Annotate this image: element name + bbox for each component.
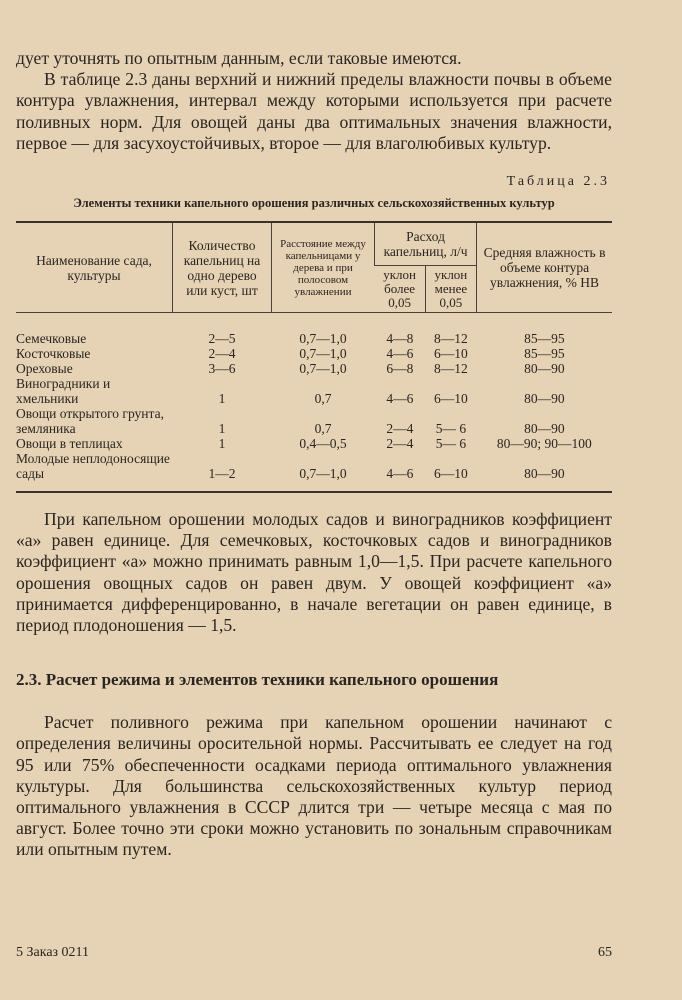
- table-label: Таблица 2.3: [506, 174, 610, 190]
- cell-distance: 0,7—1,0: [299, 346, 347, 362]
- cell-count: 1—2: [208, 466, 236, 482]
- header-distance: Расстояние между капельницами у дерева и при полосовом увлажнении: [272, 222, 375, 313]
- footer-order-number: 5 Заказ 0211: [16, 945, 90, 960]
- header-flow-slope-less: уклон менее 0,05: [425, 266, 476, 313]
- table-row: [16, 451, 612, 492]
- cell-flow2: 8—12: [434, 331, 468, 347]
- header-flow-slope-more: уклон более 0,05: [375, 266, 426, 313]
- cell-name: Молодые неплодоносящие сады: [16, 451, 170, 482]
- section-paragraph: Расчет поливного режима при капельном орошении начинают с определения величины оросительной нормы. Рассчитывать ее следует на год 95 или 75% обеспеченности осадками периода оптимального увлажнения культуры. Для большинства сельскохозяйственных культур период оптимального увлажнения в СССР длится три — четыре месяца с мая по август. Более точно эти сроки можно установить по зональным справочникам или опытным путем.: [16, 712, 612, 860]
- header-name: Наименование сада, культуры: [16, 222, 173, 313]
- irrigation-table: [16, 221, 612, 493]
- cell-name: Овощи открытого грунта, земляника: [16, 406, 164, 437]
- cell-name: Косточковые: [16, 346, 91, 362]
- cell-name: Семечковые: [16, 331, 87, 347]
- cell-humidity: 80—90: [524, 391, 565, 407]
- cell-flow1: 4—6: [386, 346, 414, 362]
- cell-humidity: 80—90; 90—100: [496, 436, 592, 452]
- cell-humidity: 80—90: [524, 421, 565, 437]
- cell-name: Ореховые: [16, 361, 73, 377]
- table-row: [16, 346, 612, 361]
- cell-flow2: 5— 6: [435, 421, 467, 437]
- cell-count: 1: [218, 421, 226, 437]
- after-table-paragraph: При капельном орошении молодых садов и виноградников коэффициент «а» равен единице. Для семечковых, косточковых садов и виноградников коэффициент «а» можно принимать равным 1,0—1,5. При расчете капельного орошения овощных садов он равен двум. У овощей коэффициент «а» принимается дифференцированно, в начале вегетации он равен единице, в период плодоношения — 1,5.: [16, 509, 612, 636]
- page-footer: [16, 945, 612, 961]
- cell-name: Овощи в теплицах: [16, 436, 123, 452]
- intro-paragraph-2: В таблице 2.3 даны верхний и нижний пределы влажности почвы в объеме контура увлажнения, интервал между которыми используется при расчете поливных норм. Для овощей даны два оптимальных значения влажности, первое — для засухоустойчивых, второе — для влаголюбивых культур.: [16, 69, 612, 153]
- page-number: 65: [598, 945, 612, 960]
- cell-humidity: 85—95: [524, 331, 565, 347]
- cell-flow1: 2—4: [386, 421, 414, 437]
- header-flow: Расход капельниц, л/ч: [375, 222, 477, 266]
- header-count: Количество капельниц на одно дерево или куст, шт: [173, 222, 272, 313]
- table-row: [16, 376, 612, 406]
- table-row: [16, 361, 612, 376]
- table-row: [16, 406, 612, 436]
- section-heading: 2.3. Расчет режима и элементов техники капельного орошения: [16, 670, 499, 690]
- cell-flow1: 2—4: [386, 436, 414, 452]
- cell-flow1: 4—8: [386, 331, 414, 347]
- cell-distance: 0,7: [314, 421, 332, 437]
- cell-flow2: 6—10: [434, 391, 468, 407]
- cell-humidity: 85—95: [524, 346, 565, 362]
- cell-distance: 0,7: [314, 391, 332, 407]
- table-row: [16, 313, 612, 347]
- cell-count: 2—5: [208, 331, 236, 347]
- cell-flow2: 8—12: [434, 361, 468, 377]
- cell-count: 3—6: [208, 361, 236, 377]
- cell-flow1: 4—6: [386, 466, 414, 482]
- table-title: Элементы техники капельного орошения различных сельскохозяйственных культур: [73, 196, 555, 211]
- table-row: [16, 436, 612, 451]
- cell-humidity: 80—90: [524, 466, 565, 482]
- cell-flow2: 6—10: [434, 466, 468, 482]
- cell-flow1: 4—6: [386, 391, 414, 407]
- cell-count: 1: [218, 391, 226, 407]
- cell-flow1: 6—8: [386, 361, 414, 377]
- intro-text: [16, 48, 612, 154]
- cell-name: Виноградники и хмельники: [16, 376, 111, 407]
- cell-humidity: 80—90: [524, 361, 565, 377]
- cell-distance: 0,7—1,0: [299, 466, 347, 482]
- cell-count: 1: [218, 436, 226, 452]
- cell-distance: 0,7—1,0: [299, 331, 347, 347]
- intro-line-1: дует уточнять по опытным данным, если таковые имеются.: [16, 48, 462, 68]
- cell-flow2: 5— 6: [435, 436, 467, 452]
- cell-distance: 0,7—1,0: [299, 361, 347, 377]
- cell-flow2: 6—10: [434, 346, 468, 362]
- cell-distance: 0,4—0,5: [299, 436, 347, 452]
- cell-count: 2—4: [208, 346, 236, 362]
- table-body: [16, 313, 612, 493]
- header-humidity: Средняя влажность в объеме контура увлажнения, % НВ: [477, 222, 612, 313]
